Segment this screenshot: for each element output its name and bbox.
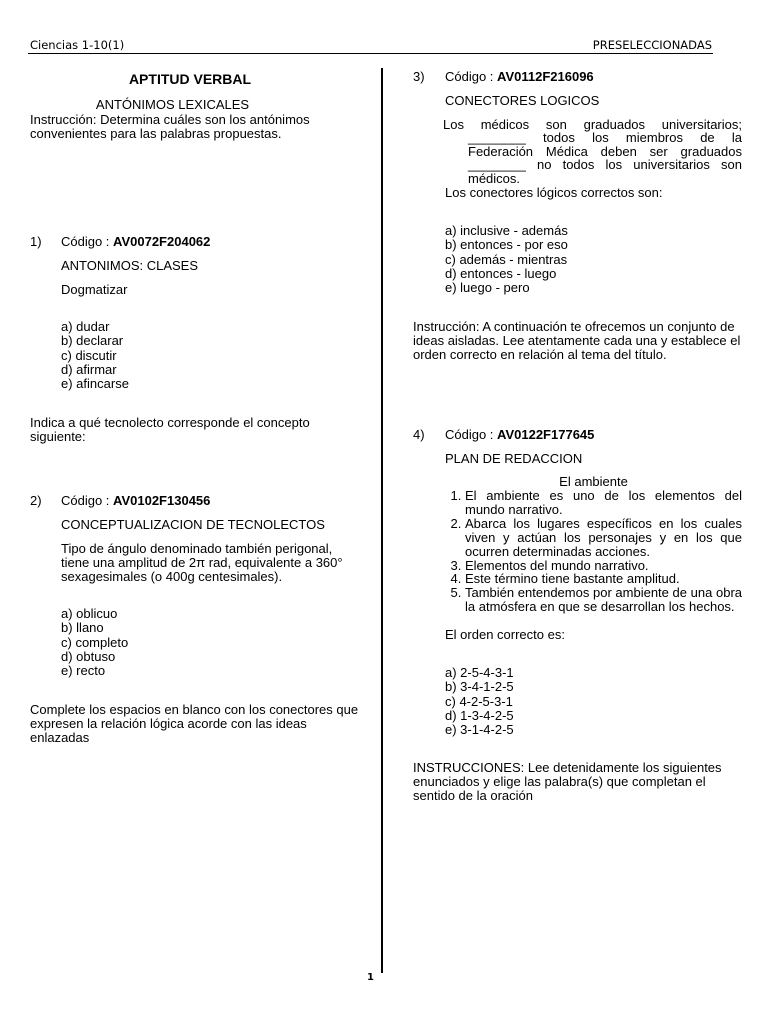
header-course: Ciencias 1-10(1) — [30, 38, 125, 52]
question-3-sentence-4: ________ no todos los universitarios son — [468, 157, 742, 172]
option[interactable]: d) 1-3-4-2-5 — [445, 707, 514, 723]
question-2-topic: CONCEPTUALIZACION DE TECNOLECTOS — [61, 517, 325, 532]
question-4-steps — [445, 489, 742, 614]
option[interactable]: a) dudar — [61, 319, 110, 334]
question-3-code — [445, 70, 594, 84]
question-4-code-value: AV0122F177645 — [497, 427, 595, 442]
question-1-code-label: Código : — [61, 234, 114, 249]
question-3-question: Los conectores lógicos correctos son: — [445, 185, 663, 200]
option[interactable]: d) entonces - luego — [445, 265, 557, 281]
question-2-options — [61, 607, 128, 678]
option[interactable]: a) inclusive - además — [445, 223, 568, 238]
question-1-code — [61, 235, 210, 249]
option[interactable]: a) 2-5-4-3-1 — [445, 665, 514, 680]
option[interactable]: e) 3-1-4-2-5 — [445, 722, 514, 738]
question-4-number: 4) — [413, 427, 425, 442]
question-3-code-label: Código : — [445, 69, 498, 84]
option[interactable]: d) afirmar — [61, 361, 117, 377]
question-1-code-value: AV0072F204062 — [113, 234, 211, 249]
step-item: 1. El ambiente es uno de los elementos del mundo narrativo. — [465, 489, 742, 517]
question-2-number: 2) — [30, 493, 42, 508]
instruction-technolect: Indica a qué tecnolecto corresponde el concepto siguiente: — [30, 415, 310, 444]
question-4-code — [445, 428, 594, 442]
question-2-code — [61, 494, 210, 508]
question-1-word: Dogmatizar — [61, 282, 128, 297]
question-3-sentence-5: médicos. — [468, 171, 521, 186]
page-number: 1 — [367, 972, 374, 983]
question-4-code-label: Código : — [445, 427, 498, 442]
question-4-title: El ambiente — [559, 474, 628, 489]
question-3-topic: CONECTORES LOGICOS — [445, 93, 600, 108]
question-3-number: 3) — [413, 69, 425, 84]
question-2-code-label: Código : — [61, 493, 114, 508]
option[interactable]: b) declarar — [61, 333, 124, 349]
question-3-sentence-2: ________ todos los miembros de la — [468, 130, 742, 145]
option[interactable]: e) luego - pero — [445, 280, 530, 296]
column-divider — [381, 68, 383, 973]
step-item: 3. Elementos del mundo narrativo. — [465, 559, 742, 573]
question-4-question: El orden correcto es: — [445, 627, 565, 642]
question-2-text: Tipo de ángulo denominado también perigonal, tiene una amplitud de 2π rad, equivalente a 360° sexagesimales (o 400g centesimales). — [61, 541, 343, 584]
option[interactable]: b) 3-4-1-2-5 — [445, 679, 514, 695]
header-rule — [28, 53, 713, 54]
option[interactable]: e) afincarse — [61, 376, 129, 392]
question-1-number: 1) — [30, 234, 42, 249]
section-subtitle: ANTÓNIMOS LEXICALES — [95, 97, 250, 112]
question-3-sentence-1: Los médicos son graduados universitarios; — [443, 117, 742, 132]
option[interactable]: b) entonces - por eso — [445, 237, 568, 253]
question-1-options — [61, 320, 129, 391]
question-4-topic: PLAN DE REDACCION — [445, 451, 583, 466]
option[interactable]: a) oblicuo — [61, 606, 118, 621]
instruction-ordering: Instrucción: A continuación te ofrecemos un conjunto de ideas aisladas. Lee atentamente cada una y establece el orden correcto en relación al tema del título. — [413, 319, 741, 362]
step-item: 4. Este término tiene bastante amplitud. — [465, 572, 742, 586]
option[interactable]: e) recto — [61, 663, 106, 679]
question-3-sentence-3: Federación Médica deben ser graduados — [468, 144, 742, 159]
question-4-options — [445, 666, 514, 737]
option[interactable]: c) discutir — [61, 347, 117, 363]
option[interactable]: c) además - mientras — [445, 251, 568, 267]
option[interactable]: c) completo — [61, 634, 129, 650]
section-title: APTITUD VERBAL — [128, 71, 252, 87]
option[interactable]: b) llano — [61, 620, 104, 636]
question-3-options — [445, 224, 568, 295]
question-1-topic: ANTONIMOS: CLASES — [61, 258, 199, 273]
instruction-completion: INSTRUCCIONES: Lee detenidamente los siguientes enunciados y elige las palabra(s) que completan el sentido de la oración — [413, 760, 722, 803]
step-item: 5. También entendemos por ambiente de una obra la atmósfera en que se desarrollan los hechos. — [465, 586, 742, 614]
option[interactable]: d) obtuso — [61, 648, 116, 664]
question-2-code-value: AV0102F130456 — [113, 493, 211, 508]
option[interactable]: c) 4-2-5-3-1 — [445, 693, 513, 709]
instruction-connectors: Complete los espacios en blanco con los conectores que expresen la relación lógica acorde con las ideas enlazadas — [30, 702, 359, 745]
instruction-antonyms: Instrucción: Determina cuáles son los antónimos convenientes para las palabras propuestas. — [30, 112, 310, 141]
question-3-code-value: AV0112F216096 — [497, 69, 594, 84]
step-item: 2. Abarca los lugares específicos en los cuales viven y actúan los personajes y en los que ocurren determinadas acciones. — [465, 517, 742, 559]
header-label: PRESELECCIONADAS — [592, 38, 712, 52]
